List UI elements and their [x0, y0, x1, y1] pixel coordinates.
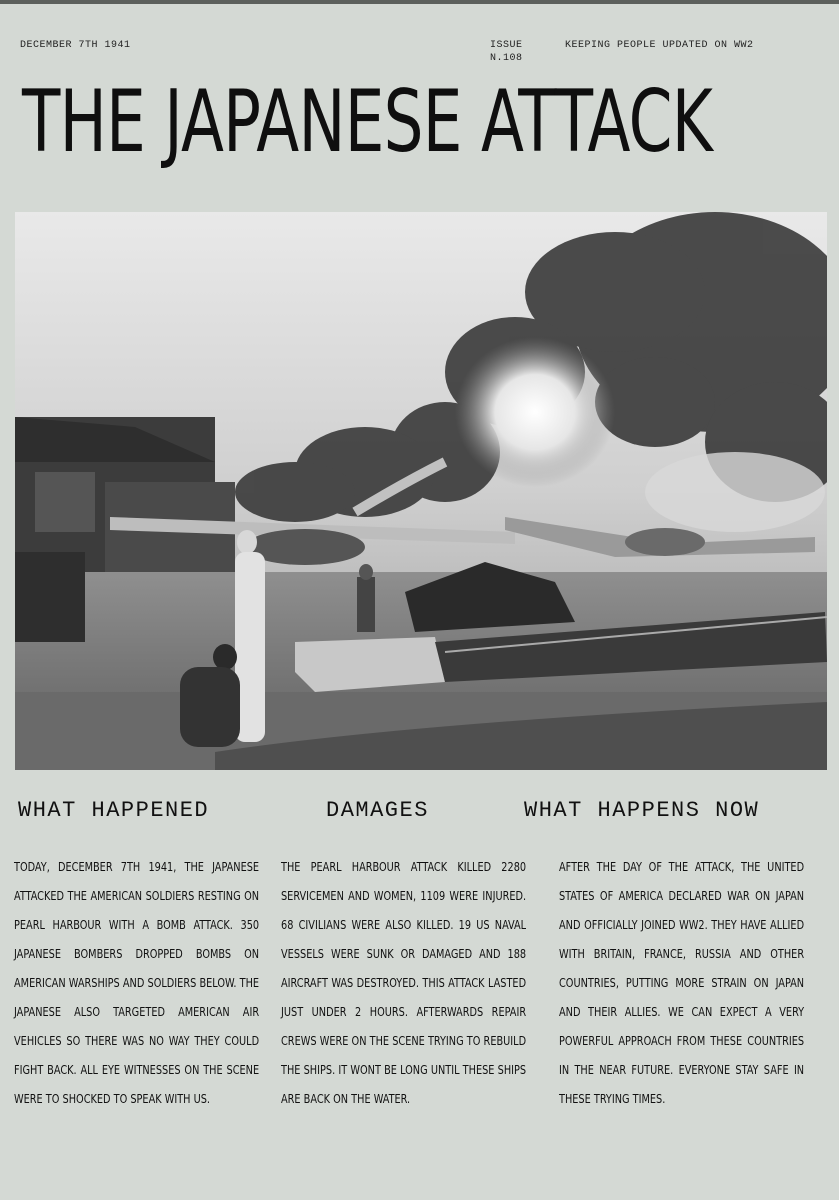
- photo-illustration: [15, 212, 827, 770]
- page-title: THE JAPANESE ATTACK: [22, 72, 713, 172]
- issue-number: [490, 39, 523, 65]
- issue-label: ISSUE: [490, 40, 523, 51]
- issue-number-value: N.108: [490, 53, 523, 64]
- column-heading-what-happens-now: WHAT HAPPENS NOW: [524, 798, 760, 823]
- top-border: [0, 0, 839, 4]
- column-body-damages: THE PEARL HARBOUR ATTACK KILLED 2280 SERVICEMEN AND WOMEN, 1109 WERE INJURED. 68 CIVILIANS WERE ALSO KILLED. 19 US NAVAL VESSELS WERE SUNK OR DAMAGED AND 188 AIRCRAFT WAS DESTROYED. THIS ATTACK LASTED JUST UNDER 2 HOURS. AFTERWARDS REPAIR CREWS WERE ON THE SCENE TRYING TO REBUILD THE SHIPS. IT WONT BE LONG UNTIL THESE SHIPS ARE BACK ON THE WATER.: [281, 859, 527, 1106]
- column-body-what-happened: TODAY, DECEMBER 7TH 1941, THE JAPANESE ATTACKED THE AMERICAN SOLDIERS RESTING ON PEARL HARBOUR WITH A BOMB ATTACK. 350 JAPANESE BOMBERS DROPPED BOMBS ON AMERICAN WARSHIPS AND SOLDIERS BELOW. THE JAPANESE ALSO TARGETED AMERICAN AIR VEHICLES SO THERE WAS NO WAY THEY COULD FIGHT BACK. ALL EYE WITNESSES ON THE SCENE WERE TO SHOCKED TO SPEAK WITH US.: [14, 859, 260, 1106]
- column-heading-what-happened: WHAT HAPPENED: [18, 798, 210, 823]
- issue-date: DECEMBER 7TH 1941: [20, 40, 131, 51]
- column-what-happens-now: [559, 852, 804, 1113]
- column-what-happened: [14, 852, 259, 1113]
- column-body-what-happens-now: AFTER THE DAY OF THE ATTACK, THE UNITED STATES OF AMERICA DECLARED WAR ON JAPAN AND OFFICIALLY JOINED WW2. THEY HAVE ALLIED WITH BRITAIN, FRANCE, RUSSIA AND OTHER COUNTRIES, PUTTING MORE STRAIN ON JAPAN AND THEIR ALLIES. WE CAN EXPECT A VERY POWERFUL APPROACH FROM THESE COUNTRIES IN THE NEAR FUTURE. EVERYONE STAY SAFE IN THESE TRYING TIMES.: [559, 859, 805, 1106]
- column-heading-damages: DAMAGES: [326, 798, 429, 823]
- column-damages: [281, 852, 526, 1113]
- masthead-tagline: KEEPING PEOPLE UPDATED ON WW2: [565, 40, 754, 51]
- airfield-explosion-photo: [15, 212, 827, 770]
